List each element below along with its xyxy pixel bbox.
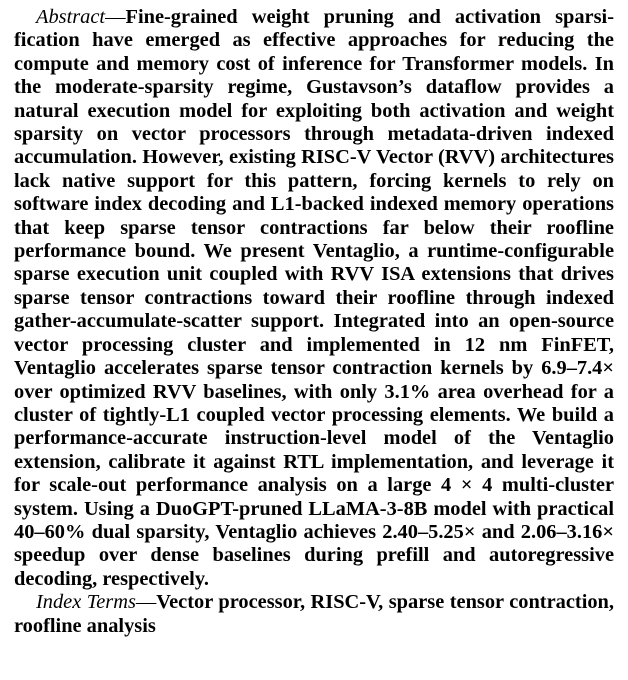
index-terms-paragraph <box>14 591 614 638</box>
abstract-label: Abstract <box>36 6 106 28</box>
index-terms-label: Index Terms <box>36 591 136 614</box>
abstract-text: Fine-grained weight pruning and activation sparsification have emerged as effective approaches for reducing the compute and memory cost of inference for Transformer models. In the moderate-sparsity regime, Gustavson’s dataflow provides a natural execution model for exploiting both activation and weight sparsity on vector processors through metadata-driven indexed accumulation. However, existing RISC-V Vector (RVV) architectures lack native support for this pattern, forcing kernels to rely on software index decoding and L1-backed indexed memory operations that keep sparse tensor contractions far below their roofline performance bound. We present Ventaglio, a runtime-configurable sparse execution unit coupled with RVV ISA extensions that drives sparse tensor contractions toward their roofline through indexed gather-accumulate-scatter support. Integrated into an open-source vector processing cluster and implemented in 12 nm FinFET, Ventaglio accelerates sparse tensor contraction kernels by 6.9–7.4× over optimized RVV baselines, with only 3.1% area overhead for a cluster of tightly-L1 coupled vector processing elements. We build a performance-accurate instruction-level model of the Ventaglio extension, calibrate it against RTL implementation, and leverage it for scale-out performance analysis on a large 4 × 4 multi-cluster system. Using a DuoGPT-pruned LLaMA-3-8B model with practical 40–60% dual sparsity, Ventaglio achieves 2.40–5.25× and 2.06–3.16× speedup over dense baselines during prefill and autoregressive decoding, respectively. <box>14 6 614 590</box>
index-terms-separator: — <box>135 591 157 614</box>
abstract-paragraph <box>14 6 614 591</box>
paper-abstract-block <box>14 6 614 638</box>
abstract-separator: — <box>105 6 126 28</box>
index-terms-text: Vector processor, RISC-V, sparse tensor contraction, roofline analysis <box>14 591 614 637</box>
